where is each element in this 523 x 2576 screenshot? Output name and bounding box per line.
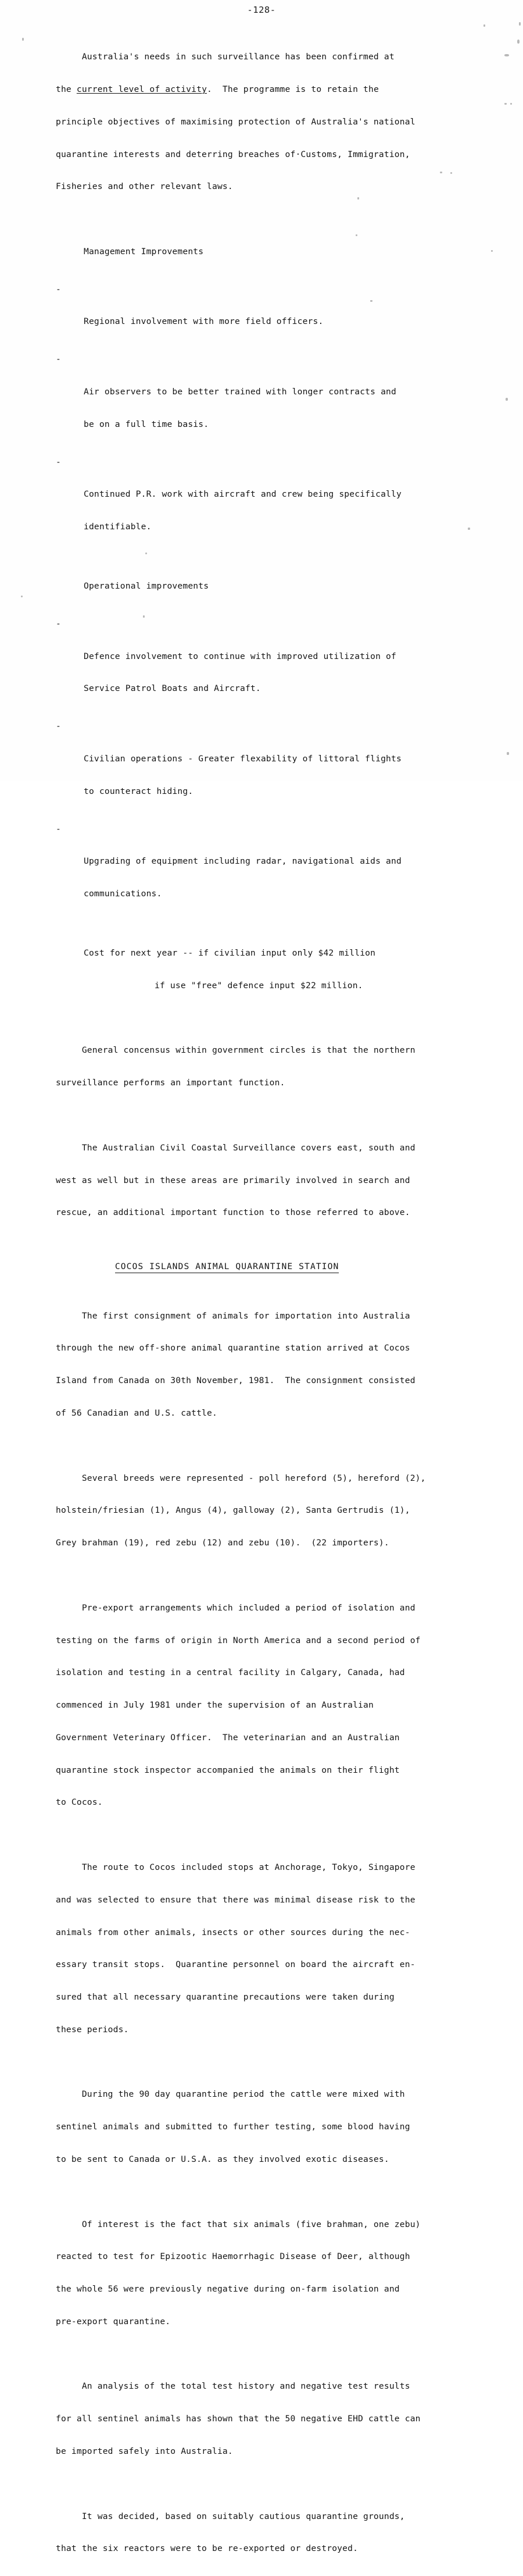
text-line: reacted to test for Epizootic Haemorrhagic Disease of Deer, although xyxy=(56,2251,410,2262)
text-line: that the six reactors were to be re-exported or destroyed. xyxy=(56,2543,359,2554)
text-line: During the 90 day quarantine period the cattle were mixed with xyxy=(56,2089,405,2100)
text-line: The first consignment of animals for importation into Australia xyxy=(56,1310,410,1321)
dash-bullet-icon: - xyxy=(56,824,61,834)
text-line: It was decided, based on suitably cautious quarantine grounds, xyxy=(56,2511,405,2521)
list-item xyxy=(56,457,470,554)
text-line: Defence involvement to continue with improved utilization of xyxy=(84,651,396,661)
paragraph-decision-reactors xyxy=(56,2489,470,2576)
text-line: Of interest is the fact that six animals (five brahman, one zebu) xyxy=(56,2219,421,2229)
scan-speckle xyxy=(507,752,509,755)
text-line: be imported safely into Australia. xyxy=(56,2446,233,2457)
scan-speckle xyxy=(504,54,509,56)
dash-bullet-icon: - xyxy=(56,721,61,732)
cost-statement-block xyxy=(56,927,470,1013)
text-line: sured that all necessary quarantine precautions were taken during xyxy=(56,1992,395,2003)
text-line: The Australian Civil Coastal Surveillance covers east, south and xyxy=(56,1142,415,1153)
scan-speckle xyxy=(22,38,24,41)
scan-speckle xyxy=(491,250,493,252)
paragraph-first-consignment xyxy=(56,1289,470,1441)
scan-speckle xyxy=(519,22,521,26)
document-body xyxy=(56,30,470,2576)
text-line: for all sentinel animals has shown that the 50 negative EHD cattle can xyxy=(56,2414,421,2424)
paragraph-test-analysis xyxy=(56,2360,470,2479)
text-line: An analysis of the total test history and negative test results xyxy=(56,2381,410,2392)
list-item xyxy=(56,619,470,716)
paragraph-ehd-reactors xyxy=(56,2197,470,2349)
scan-speckle xyxy=(483,24,485,27)
heading-text: COCOS ISLANDS ANIMAL QUARANTINE STATION xyxy=(115,1262,339,1273)
text-line: to counteract hiding. xyxy=(84,786,194,796)
text-line: testing on the farms of origin in North America and a second period of xyxy=(56,1635,421,1645)
paragraph-civil-coastal-surveillance xyxy=(56,1121,470,1241)
scan-speckle xyxy=(506,398,508,401)
text-line: if use "free" defence input $22 million. xyxy=(155,980,363,991)
text-line: essary transit stops. Quarantine personnel on board the aircraft en- xyxy=(56,1959,415,1970)
paragraph-general-concensus xyxy=(56,1024,470,1110)
dash-bullet-icon: - xyxy=(56,618,61,629)
text-line: identifiable. xyxy=(84,522,152,532)
text-line: to be sent to Canada or U.S.A. as they involved exotic diseases. xyxy=(56,2154,389,2164)
text-line: through the new off-shore animal quarantine station arrived at Cocos xyxy=(56,1343,410,1353)
list-item xyxy=(56,721,470,818)
text-line: rescue, an additional important function to those referred to above. xyxy=(56,1207,410,1218)
text-line: The route to Cocos included stops at Anchorage, Tokyo, Singapore xyxy=(56,1862,415,1872)
text-line: Air observers to be better trained with longer contracts and xyxy=(84,387,396,397)
paragraph-breeds xyxy=(56,1451,470,1570)
text-line: Cost for next year -- if civilian input only $42 million xyxy=(84,948,376,959)
paragraph-route-to-cocos xyxy=(56,1841,470,2057)
text-line: to Cocos. xyxy=(56,1797,103,1808)
scan-speckle xyxy=(510,103,512,105)
scan-speckle xyxy=(21,596,23,597)
text-line: pre-export quarantine. xyxy=(56,2316,171,2326)
scan-speckle xyxy=(504,103,507,105)
text-line: Island from Canada on 30th November, 1981. The consignment consisted xyxy=(56,1376,415,1386)
text-line: sentinel animals and submitted to further testing, some blood having xyxy=(56,2122,410,2132)
text-line: Government Veterinary Officer. The veterinarian and an Australian xyxy=(56,1732,400,1743)
text-line: be on a full time basis. xyxy=(84,419,209,429)
text-line: surveillance performs an important function. xyxy=(56,1078,285,1088)
text-line: isolation and testing in a central facility in Calgary, Canada, had xyxy=(56,1668,405,1678)
text-line: the whole 56 were previously negative during on-farm isolation and xyxy=(56,2284,400,2294)
text-line: Civilian operations - Greater flexability of littoral flights xyxy=(84,754,402,764)
text-line: Fisheries and other relevant laws. xyxy=(56,181,233,192)
dash-bullet-icon: - xyxy=(56,354,61,365)
scan-speckle xyxy=(517,40,520,44)
text-line: quarantine interests and deterring breaches of·Customs, Immigration, xyxy=(56,149,410,159)
text-line: Service Patrol Boats and Aircraft. xyxy=(84,683,261,694)
text-line: Australia's needs in such surveillance has been confirmed at xyxy=(56,52,395,62)
text-line: Several breeds were represented - poll hereford (5), hereford (2), xyxy=(56,1473,426,1483)
text-line: Operational improvements xyxy=(84,581,209,592)
underlined-phrase: current level of activity xyxy=(76,84,207,94)
text-line: Upgrading of equipment including radar, navigational aids and xyxy=(84,856,402,867)
list-item xyxy=(56,354,470,451)
dash-bullet-icon: - xyxy=(56,457,61,467)
text-line: Continued P.R. work with aircraft and crew being specifically xyxy=(84,489,402,500)
text-line: General concensus within government circles is that the northern xyxy=(56,1045,415,1056)
subheading-management-improvements xyxy=(56,225,470,279)
text-line: Management Improvements xyxy=(84,246,204,256)
text-line: these periods. xyxy=(56,2024,129,2035)
dash-bullet-icon: - xyxy=(56,284,61,294)
subheading-operational-improvements xyxy=(56,560,470,614)
text-line: quarantine stock inspector accompanied the animals on their flight xyxy=(56,1765,400,1775)
page-number: -128- xyxy=(247,5,276,15)
text-line: communications. xyxy=(84,889,162,899)
text-line: Regional involvement with more field officers. xyxy=(84,316,324,327)
text-line: animals from other animals, insects or other sources during the nec- xyxy=(56,1927,410,1937)
list-item xyxy=(56,284,470,350)
paragraph-pre-export-arrangements xyxy=(56,1581,470,1830)
text-line: commenced in July 1981 under the supervision of an Australian xyxy=(56,1700,374,1711)
text-line: Pre-export arrangements which included a period of isolation and xyxy=(56,1602,415,1613)
text-line: and was selected to ensure that there was minimal disease risk to the xyxy=(56,1894,415,1905)
paragraph-surveillance xyxy=(56,30,470,214)
text-line-with-underline: the current level of activity. The programme is to retain the xyxy=(56,84,379,94)
text-line: west as well but in these areas are primarily involved in search and xyxy=(56,1175,410,1185)
text-line: principle objectives of maximising protection of Australia's national xyxy=(56,116,415,127)
text-line: of 56 Canadian and U.S. cattle. xyxy=(56,1408,217,1419)
list-item xyxy=(56,824,470,921)
section-heading-cocos-islands xyxy=(56,1251,470,1284)
paragraph-90-day-quarantine xyxy=(56,2068,470,2187)
text-line: holstein/friesian (1), Angus (4), galloway (2), Santa Gertrudis (1), xyxy=(56,1505,410,1516)
text-line: Grey brahman (19), red zebu (12) and zebu (10). (22 importers). xyxy=(56,1538,389,1548)
